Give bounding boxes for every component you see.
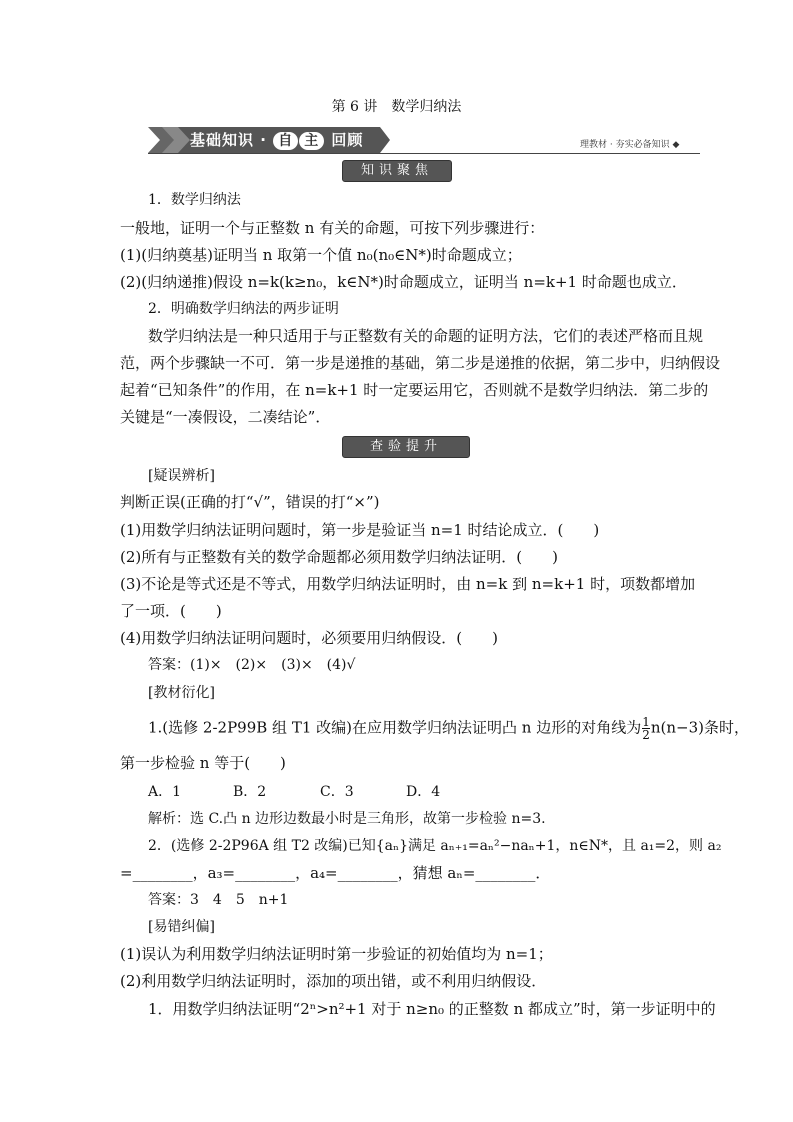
banner-part1: 基础知识 xyxy=(190,131,255,149)
label-common-errors: [易错纠偏] xyxy=(148,919,215,935)
knowledge-para-1: 数学归纳法是一种只适用于与正整数有关的命题的证明方法，它们的表述严格而且规 xyxy=(148,327,704,345)
exercise-1-line-2: 第一步检验 n 等于( ) xyxy=(120,754,286,772)
question-4: (4)用数学归纳法证明问题时，必须要用归纳假设．( ) xyxy=(120,629,498,647)
banner-subtitle: 理教材 · 夯实必备知识 ◆ xyxy=(580,140,680,150)
question-3b: 了一项．( ) xyxy=(120,602,222,620)
banner-part2: 回顾 xyxy=(331,131,364,149)
option-d: D．4 xyxy=(406,784,441,800)
banner-dot: · xyxy=(260,131,267,149)
banner-title xyxy=(190,129,363,150)
knowledge-para-4: 关键是“一凑假设，二凑结论”． xyxy=(120,408,331,426)
label-textbook: [教材衍化] xyxy=(148,685,215,701)
header-rule xyxy=(148,153,700,154)
question-2: (2)所有与正整数有关的数学命题都必须用数学归纳法证明．( ) xyxy=(120,548,558,566)
exercise-1-text-b: n(n−3)条时， xyxy=(650,718,749,737)
option-b: B．2 xyxy=(233,784,267,800)
error-note-2: (2)利用数学归纳法证明时，添加的项出错，或不利用归纳假设． xyxy=(120,972,547,990)
knowledge-para-2: 范，两个步骤缺一不可．第一步是递推的基础，第二步是递推的依据，第二步中，归纳假设 xyxy=(120,354,721,372)
banner-pill-1: 自 xyxy=(273,132,298,150)
section-tag-check: 查验提升 xyxy=(342,436,470,458)
solution-1: 解析：选 C.凸 n 边形边数最小时是三角形，故第一步检验 n=3. xyxy=(148,811,546,827)
knowledge-line-1: 一般地，证明一个与正整数 n 有关的命题，可按下列步骤进行： xyxy=(120,219,545,237)
fraction-one-half: $\frac{1}{2}$ xyxy=(642,715,650,742)
question-1: (1)用数学归纳法证明问题时，第一步是验证当 n=1 时结论成立．( ) xyxy=(120,521,600,539)
knowledge-line-2: (1)(归纳奠基)证明当 n 取第一个值 n₀(n₀∈N*)时命题成立； xyxy=(120,246,522,264)
exercise-2-line-1: 2．(选修 2-2P96A 组 T2 改编)已知{aₙ}满足 aₙ₊₁=aₙ²−naₙ+1，n∈N*，且 a₁=2，则 a₂ xyxy=(148,838,722,854)
banner-pill-2: 主 xyxy=(299,132,324,150)
option-a: A．1 xyxy=(148,784,182,800)
option-c: C．3 xyxy=(320,784,354,800)
judge-instruction: 判断正误(正确的打“√”，错误的打“×”) xyxy=(120,493,380,511)
page-title: 第 6 讲 数学归纳法 xyxy=(331,99,462,115)
exercise-1-line-1 xyxy=(148,716,749,741)
answer-2: 答案：3 4 5 n+1 xyxy=(148,892,289,908)
section-tag-knowledge: 知识聚焦 xyxy=(342,160,452,182)
exercise-3-line-1: 1．用数学归纳法证明“2ⁿ>n²+1 对于 n≥n₀ 的正整数 n 都成立”时，第一步证明中的 xyxy=(148,1000,716,1018)
knowledge-heading-1: 1．数学归纳法 xyxy=(148,192,241,208)
exercise-2-line-2: =________，a₃=________，a₄=________，猜想 aₙ=________． xyxy=(120,864,551,882)
question-3a: (3)不论是等式还是不等式，用数学归纳法证明时，由 n=k 到 n=k+1 时，项数都增加 xyxy=(120,575,696,593)
knowledge-para-3: 起着“已知条件”的作用，在 n=k+1 时一定要运用它，否则就不是数学归纳法．第二步的 xyxy=(120,381,709,399)
label-error-analysis: [疑误辨析] xyxy=(148,468,215,484)
diamond-icon: ◆ xyxy=(672,140,680,150)
error-note-1: (1)误认为利用数学归纳法证明时第一步验证的初始值均为 n=1； xyxy=(120,945,553,963)
knowledge-line-3: (2)(归纳递推)假设 n=k(k≥n₀，k∈N*)时命题成立，证明当 n=k+1 时命题也成立． xyxy=(120,273,687,291)
knowledge-heading-2: 2．明确数学归纳法的两步证明 xyxy=(148,301,339,317)
answer-1: 答案：(1)× (2)× (3)× (4)√ xyxy=(148,657,356,673)
exercise-1-text-a: 1.(选修 2-2P99B 组 T1 改编)在应用数学归纳法证明凸 n 边形的对角线为 xyxy=(148,718,642,737)
